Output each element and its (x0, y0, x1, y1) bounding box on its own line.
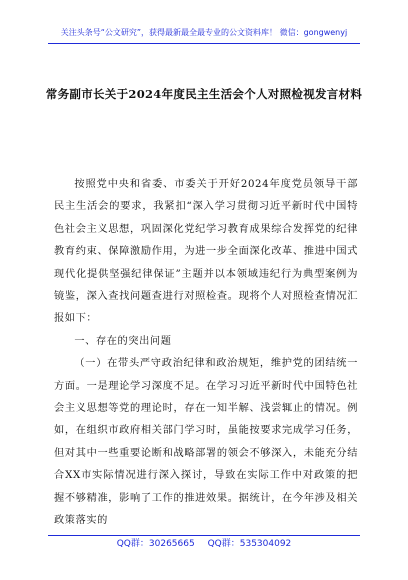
header-banner: 关注头条号“公文研究”，获得最新最全最专业的公文资料库！ 微信：gongwenyj (60, 28, 348, 37)
body-paragraph: （一）在带头严守政治纪律和政治规矩，维护党的团结统一方面。一是理论学习深度不足。在学习习近平新时代中国特色社会主义思想等党的理论时，存在一知半解、浅尝辄止的情况。例如，在组织市政府相关部门学习时，虽能按要求完成学习任务，但对其中一些重要论断和战略部署的领会不够深入，未能充分结合XX市实际情况进行深入探讨，导致在实际工作中对政策的把握不够精准，影响了工作的推进效果。据统计，在今年涉及相关政策落实的 (54, 358, 358, 527)
header-divider (48, 43, 360, 44)
footer-qq-group-1: QQ群：30265665 (116, 539, 195, 549)
document-title: 常务副市长关于2024年度民主生活会个人对照检视发言材料 (45, 87, 363, 101)
footer-qq-group-2: QQ群：535304092 (207, 539, 292, 549)
section-heading: 一、存在的突出问题 (74, 335, 172, 347)
intro-paragraph: 按照党中央和省委、市委关于开好2024年度党员领导干部民主生活会的要求，我紧扣“深入学习贯彻习近平新时代中国特色社会主义思想，巩固深化党纪学习教育成果综合发挥党的纪律教育约束、保障激励作用，为进一步全面深化改革、推进中国式现代化提供坚强纪律保证”主题并以本领域违纪行为典型案例为镜鉴，深入查找问题查进行对照检查。现将个人对照检查情况汇报如下： (54, 179, 358, 325)
document-body (54, 174, 358, 533)
footer-divider (48, 535, 360, 536)
footer (0, 539, 408, 550)
